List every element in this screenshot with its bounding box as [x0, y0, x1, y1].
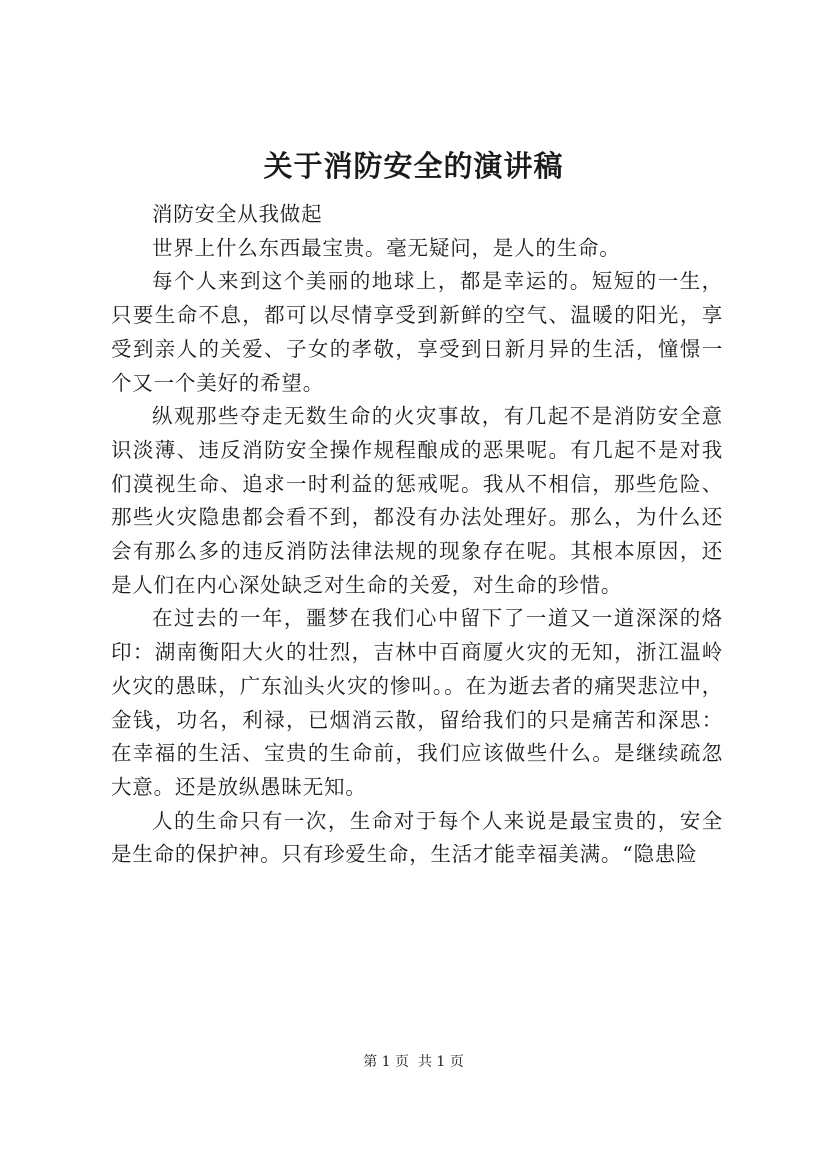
document-body [111, 198, 723, 872]
paragraph: 纵观那些夺走无数生命的火灾事故，有几起不是消防安全意识淡薄、违反消防安全操作规程酿成的恶果呢。有几起不是对我们漠视生命、追求一时利益的惩戒呢。我从不相信，那些危险、那些火灾隐患都会看不到，都没有办法处理好。那么，为什么还会有那么多的违反消防法律法规的现象存在呢。其根本原因，还是人们在内心深处缺乏对生命的关爱，对生命的珍惜。 [111, 404, 723, 597]
page-number: 第 1 页 共 1 页 [363, 1054, 464, 1070]
paragraph: 在过去的一年，噩梦在我们心中留下了一道又一道深深的烙印：湖南衡阳大火的壮烈，吉林中百商厦火灾的无知，浙江温岭火灾的愚昧，广东汕头火灾的惨叫。。在为逝去者的痛哭悲泣中，金钱，功名，利禄，已烟消云散，留给我们的只是痛苦和深思：在幸福的生活、宝贵的生命前，我们应该做些什么。是继续疏忽大意。还是放纵愚昧无知。 [111, 606, 723, 799]
document-title: 关于消防安全的演讲稿 [263, 149, 564, 183]
paragraph: 人的生命只有一次，生命对于每个人来说是最宝贵的，安全是生命的保护神。只有珍爱生命，生活才能幸福美满。“隐患险 [111, 808, 723, 867]
paragraph: 世界上什么东西最宝贵。毫无疑问，是人的生命。 [152, 235, 621, 260]
paragraph: 每个人来到这个美丽的地球上，都是幸运的。短短的一生，只要生命不息，都可以尽情享受到新鲜的空气、温暖的阳光，享受到亲人的关爱、子女的孝敬，享受到日新月异的生活，憧憬一个又一个美好的希望。 [111, 269, 723, 395]
paragraph-subtitle: 消防安全从我做起 [152, 202, 323, 226]
page-footer [0, 1052, 827, 1072]
